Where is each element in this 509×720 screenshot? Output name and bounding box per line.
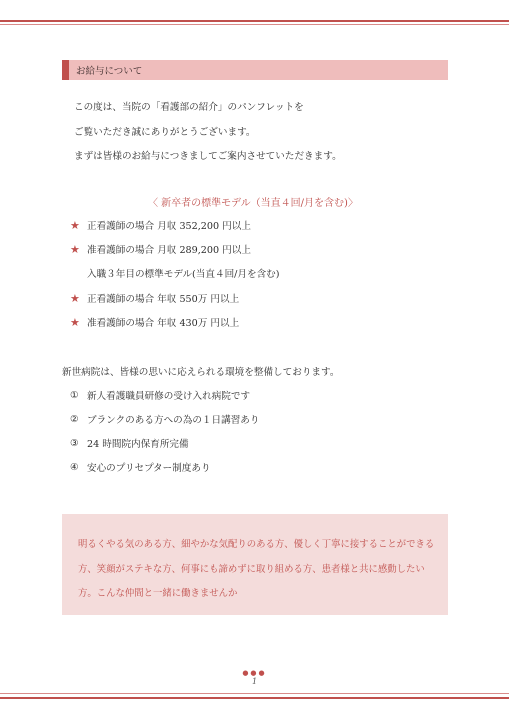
new-grad-model-heading: 〈 新卒者の標準モデル（当直４回/月を含む)〉 xyxy=(148,198,358,209)
salary-item-text: 准看護師の場合 年収 430万 円以上 xyxy=(87,318,240,329)
intro-line-3: まずは皆様のお給与につきましてご案内させていただきます。 xyxy=(74,151,342,162)
callout-line-3: 方。こんな仲間と一緒に働きませんか xyxy=(78,588,238,599)
item-number: ① xyxy=(70,389,79,401)
environment-lead: 新世病院は、皆様の思いに応えられる環境を整備しております。 xyxy=(62,367,340,378)
star-icon: ★ xyxy=(70,242,80,256)
bottom-border-rule xyxy=(0,697,509,699)
environment-item xyxy=(70,412,260,426)
item-number: ② xyxy=(70,413,79,425)
callout-line-2: 方、笑顔がステキな方、何事にも諦めずに取り組める方、患者様と共に感動したい xyxy=(78,564,425,575)
environment-item xyxy=(70,388,250,402)
intro-line-1: この度は、当院の「看護部の紹介」のパンフレットを xyxy=(74,102,304,113)
salary-item xyxy=(70,291,239,305)
top-border-rule xyxy=(0,20,509,22)
salary-item-text: 正看護師の場合 年収 550万 円以上 xyxy=(87,294,240,305)
environment-item-text: 新人看護職員研修の受け入れ病院です xyxy=(87,391,251,402)
recruit-callout-box xyxy=(62,514,448,615)
salary-item xyxy=(70,315,239,329)
environment-item xyxy=(70,460,211,474)
intro-line-2: ご覧いただき誠にありがとうございます。 xyxy=(74,127,256,138)
bottom-border-rule-thin xyxy=(0,693,509,694)
third-year-model-heading: 入職３年目の標準モデル(当直４回/月を含む) xyxy=(87,269,280,280)
section-header-accent xyxy=(62,60,69,80)
top-border-rule-thin xyxy=(0,24,509,25)
item-number: ④ xyxy=(70,461,79,473)
salary-item-text: 正看護師の場合 月収 352,200 円以上 xyxy=(87,221,251,232)
environment-item-text: ブランクのある方への為の１日講習あり xyxy=(87,415,260,426)
environment-item-text: 24 時間院内保育所完備 xyxy=(87,439,189,450)
environment-item xyxy=(70,436,189,450)
environment-item-text: 安心のプリセプター制度あり xyxy=(87,463,211,474)
section-title: お給与について xyxy=(76,66,143,77)
star-icon: ★ xyxy=(70,218,80,232)
item-number: ③ xyxy=(70,437,79,449)
section-header xyxy=(62,60,448,80)
callout-line-1: 明るくやる気のある方、細やかな気配りのある方、優しく丁寧に接することができる xyxy=(78,539,435,550)
salary-item xyxy=(70,218,251,232)
page-number: 1 xyxy=(251,677,258,686)
salary-item-text: 准看護師の場合 月収 289,200 円以上 xyxy=(87,245,251,256)
star-icon: ★ xyxy=(70,291,80,305)
footer-dots: ●●● xyxy=(242,669,267,677)
salary-item xyxy=(70,242,251,256)
star-icon: ★ xyxy=(70,315,80,329)
